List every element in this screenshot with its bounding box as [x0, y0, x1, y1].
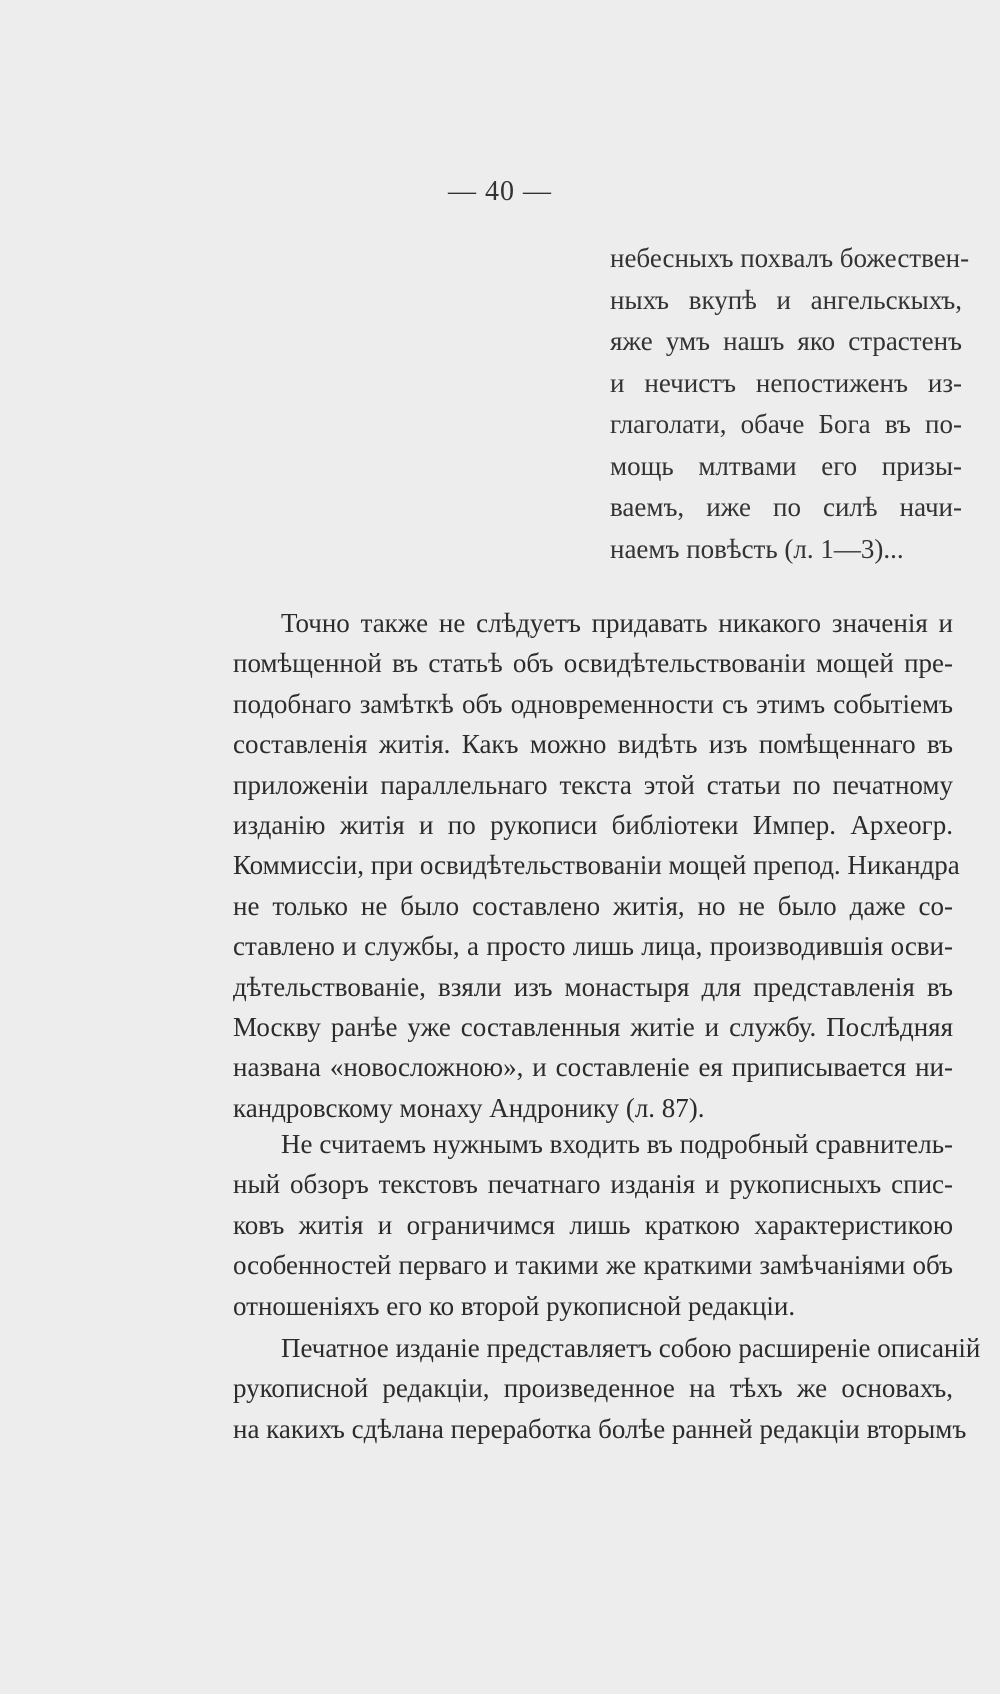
text-line: не только не было составлено житія, но не было даже со- [233, 890, 953, 921]
text-line: ный обзоръ текстовъ печатнаго изданія и рукописныхъ спис- [233, 1169, 953, 1200]
text-line: Коммиссіи, при освидѣтельствованіи мощей препод. Никандра [233, 850, 960, 881]
text-line: ковъ житія и ограничимся лишь краткою характеристикою [233, 1209, 953, 1240]
text-line: составленія житія. Какъ можно видѣть изъ помѣщеннаго въ [233, 729, 953, 760]
text-line: изданію житія и по рукописи библіотеки Импер. Археогр. [233, 810, 953, 841]
quote-line: глаголати, обаче Бога въ по- [610, 409, 962, 439]
text-line: ставлено и службы, а просто лишь лица, производившія осви- [233, 931, 953, 962]
text-line: отношеніяхъ его ко второй рукописной редакціи. [233, 1290, 796, 1321]
text-line: Печатное изданіе представляетъ собою расширеніе описаній [281, 1333, 981, 1363]
quote-line: яже умъ нашъ яко страстенъ [610, 326, 962, 356]
text-line: на какихъ сдѣлана переработка болѣе ранней редакціи вторымъ [233, 1413, 967, 1444]
text-line: подобнаго замѣткѣ объ одновременности съ этимъ событіемъ [233, 688, 953, 719]
text-line: помѣщенной въ статьѣ объ освидѣтельствованіи мощей пре- [233, 648, 953, 679]
text-line: особенностей перваго и такими же краткими замѣчаніями объ [233, 1250, 953, 1281]
text-line: Точно также не слѣдуетъ придавать никакого значенія и [281, 608, 953, 638]
quote-line: наемъ повѣсть (л. 1—3)... [610, 533, 904, 564]
paragraph-2 [233, 1124, 953, 1326]
text-line: названа «новосложною», и составленіе ея приписывается ни- [233, 1052, 953, 1083]
page-number: — 40 — [448, 176, 552, 207]
quote-line: ваемъ, иже по силѣ начи- [610, 492, 962, 522]
text-line: приложеніи параллельнаго текста этой статьи по печатному [233, 769, 953, 800]
paragraph-1 [233, 603, 960, 1128]
quote-line: и нечистъ непостиженъ из- [610, 367, 962, 398]
text-line: рукописной редакціи, произведенное на тѣхъ же основахъ, [233, 1373, 953, 1404]
text-line: дѣтельствованіе, взяли изъ монастыря для представленія въ [233, 971, 953, 1002]
quote-line: ныхъ вкупѣ и ангельскыхъ, [610, 284, 962, 315]
paragraph-3 [233, 1328, 981, 1449]
text-line: кандровскому монаху Андронику (л. 87). [233, 1092, 705, 1123]
quote-line: мощь млтвами его призы- [610, 450, 962, 481]
quotation-block [610, 238, 970, 570]
text-line: Москву ранѣе уже составленныя житіе и службу. Послѣдняя [233, 1012, 953, 1043]
text-line: Не считаемъ нужнымъ входить въ подробный сравнитель- [281, 1129, 953, 1159]
quote-line: небесныхъ похвалъ божествен- [610, 243, 970, 273]
